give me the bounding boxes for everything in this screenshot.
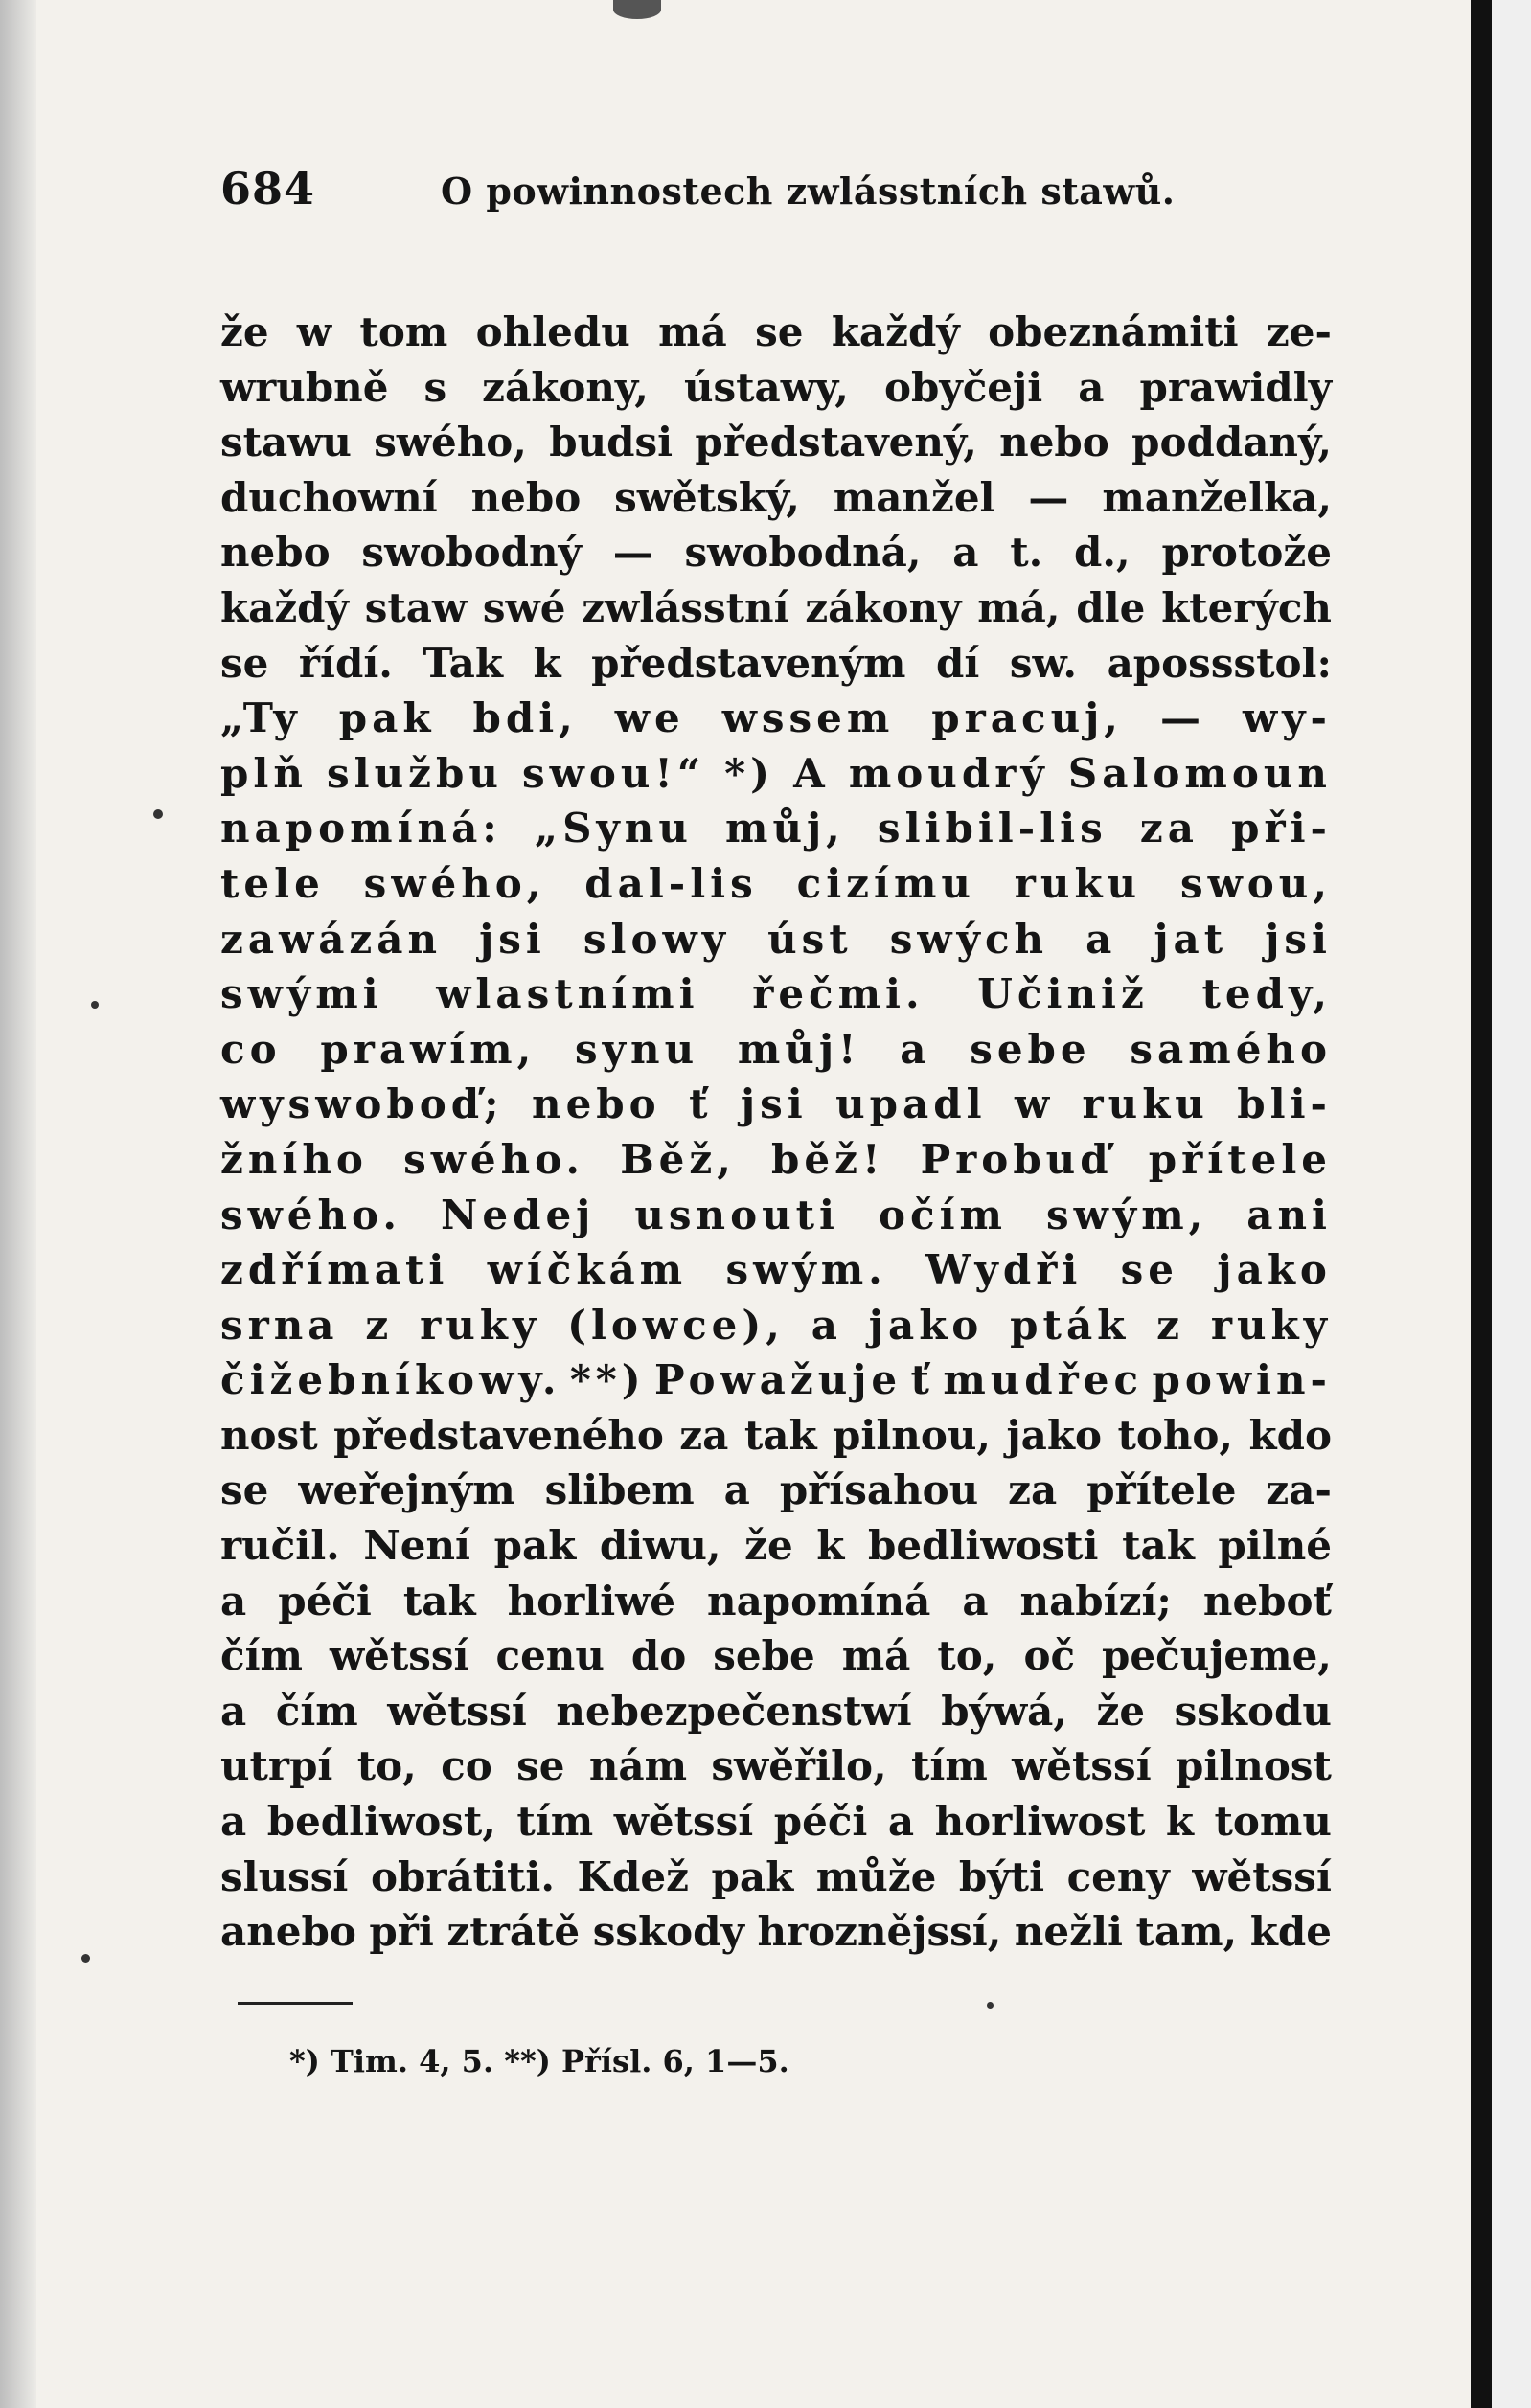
- text-line: se weřejným slibem a přísahou za přítele za-: [220, 1466, 1332, 1514]
- scan-speck: [91, 1001, 99, 1009]
- text-line: nost představeného za tak pilnou, jako toho, kdo: [220, 1411, 1332, 1459]
- running-head: O powinnostech zwlásstních stawů.: [441, 170, 1176, 213]
- page-number: 684: [220, 163, 316, 215]
- text-line: se řídí. Tak k představeným dí sw. apossstol:: [220, 639, 1332, 687]
- page-edge-margin: [1492, 0, 1531, 2408]
- text-line: stawu swého, budsi představený, nebo poddaný,: [220, 419, 1332, 466]
- text-line: swého. Nedej usnouti očím swým, ani: [220, 1191, 1332, 1238]
- book-page: [220, 163, 1332, 2079]
- text-line: „Ty pak bdi, we wssem pracuj, — wy-: [220, 694, 1332, 742]
- page-edge-dark: [1471, 0, 1492, 2408]
- text-line: utrpí to, co se nám swěřilo, tím wětssí pilnost: [220, 1742, 1332, 1790]
- text-line: čím wětssí cenu do sebe má to, oč pečujeme,: [220, 1632, 1332, 1680]
- scan-speck: [81, 1954, 90, 1963]
- text-line: a péči tak horliwé napomíná a nabízí; neboť: [220, 1577, 1332, 1624]
- text-line: zdřímati wíčkám swým. Wydři se jako: [220, 1246, 1332, 1294]
- text-line: ručil. Není pak diwu, že k bedliwosti tak pilné: [220, 1522, 1332, 1570]
- text-line: žního swého. Běž, běž! Probuď přítele: [220, 1135, 1332, 1183]
- text-line: slussí obrátiti. Kdež pak může býti ceny wětssí: [220, 1852, 1332, 1900]
- text-line: nebo swobodný — swobodná, a t. d., protože: [220, 529, 1332, 577]
- text-line: anebo při ztrátě sskody hroznějssí, nežli tam, kde: [220, 1908, 1332, 1956]
- text-line: zawázán jsi slowy úst swých a jat jsi: [220, 915, 1332, 963]
- page-gutter-shadow: [0, 0, 36, 2408]
- text-line: co prawím, synu můj! a sebe samého: [220, 1025, 1332, 1073]
- scan-artifact: [613, 0, 661, 19]
- text-line: napomíná: „Synu můj, slibil-lis za při-: [220, 805, 1332, 852]
- text-line: plň službu swou!“ *) A moudrý Salomoun: [220, 749, 1332, 797]
- text-line: že w tom ohledu má se každý obeznámiti ze-: [220, 308, 1332, 355]
- text-line: duchowní nebo swětský, manžel — manželka,: [220, 473, 1332, 521]
- footnotes: *) Tim. 4, 5. **) Přísl. 6, 1—5.: [289, 2042, 789, 2079]
- text-line: tele swého, dal-lis cizímu ruku swou,: [220, 859, 1332, 907]
- scan-speck: [153, 809, 163, 819]
- text-line: a bedliwost, tím wětssí péči a horliwost k tomu: [220, 1798, 1332, 1846]
- page-header: [220, 163, 1332, 230]
- text-line: wyswoboď; nebo ť jsi upadl w ruku bli-: [220, 1080, 1332, 1128]
- footnote-rule: [238, 2002, 353, 2005]
- text-line: a čím wětssí nebezpečenstwí býwá, že sskodu: [220, 1687, 1332, 1735]
- text-line: srna z ruky (lowce), a jako pták z ruky: [220, 1301, 1332, 1349]
- text-line: swými wlastními řečmi. Učiniž tedy,: [220, 970, 1332, 1018]
- text-line: každý staw swé zwlásstní zákony má, dle kterých: [220, 583, 1332, 631]
- text-line: wrubně s zákony, ústawy, obyčeji a prawidly: [220, 363, 1332, 411]
- body-text: [220, 305, 1332, 1960]
- text-line: čižebníkowy. **) Powažuje ť mudřec powin-: [220, 1356, 1332, 1404]
